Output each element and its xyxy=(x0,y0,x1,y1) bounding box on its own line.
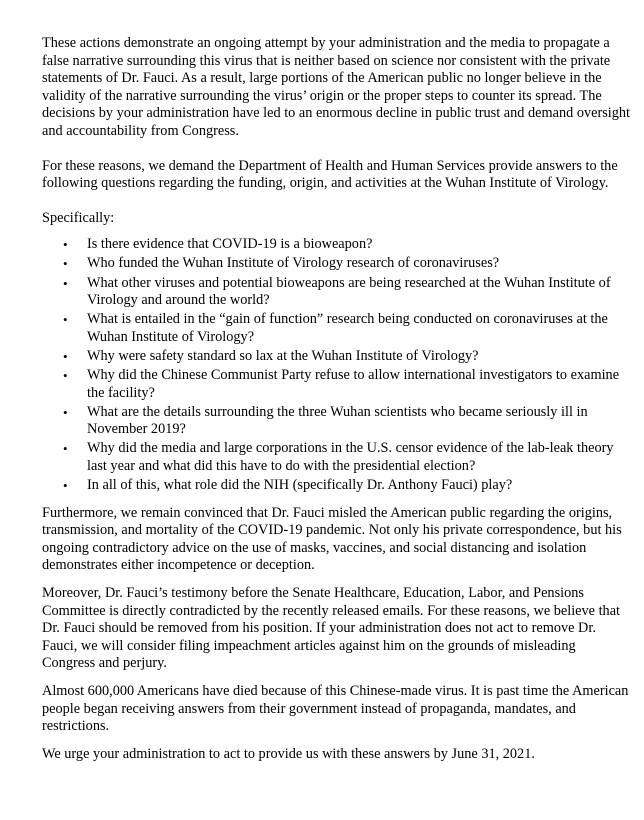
question-item xyxy=(63,367,632,402)
paragraph-deaths: Almost 600,000 Americans have died because of this Chinese-made virus. It is past time the American people began receiving answers from their government instead of propaganda, mandates, and restrictions. xyxy=(42,683,629,735)
question-item xyxy=(63,236,632,254)
paragraph-furthermore: Furthermore, we remain convinced that Dr. Fauci misled the American public regarding the origins, transmission, and mortality of the COVID-19 pandemic. Not only his private correspondence, but his ongoing contradictory advice on the use of masks, vaccines, and social distancing and isolation demonstrates either incompetence or deception. xyxy=(42,504,622,574)
question-text: Is there evidence that COVID-19 is a bioweapon? xyxy=(87,236,373,253)
paragraph-actions: These actions demonstrate an ongoing attempt by your administration and the media to propagate a false narrative surrounding this virus that is neither based on science nor consistent with the private statements of Dr. Fauci. As a result, large portions of the American public no longer believe in the validity of the narrative surrounding the virus’ origin or the proper steps to counter its spread. The decisions by your administration have led to an enormous decline in public trust and demand oversight and accountability from Congress. xyxy=(42,35,631,139)
paragraph-urge: We urge your administration to act to provide us with these answers by June 31, 2021. xyxy=(42,745,535,762)
bullet-icon: • xyxy=(63,312,68,328)
bullet-icon: • xyxy=(63,256,68,272)
paragraph-demand: For these reasons, we demand the Department of Health and Human Services provide answers to the following questions regarding the funding, origin, and activities at the Wuhan Institute of Virology. xyxy=(42,157,618,192)
question-text: What is entailed in the “gain of function” research being conducted on coronaviruses at the Wuhan Institute of Virology? xyxy=(87,311,608,345)
question-text: Why were safety standard so lax at the Wuhan Institute of Virology? xyxy=(87,347,479,364)
paragraph-moreover: Moreover, Dr. Fauci’s testimony before the Senate Healthcare, Education, Labor, and Pensions Committee is directly contradicted by the recently released emails. For these reasons, we believe that Dr. Fauci should be removed from his position. If your administration does not act to remove Dr. Fauci, we will consider filing impeachment articles against him on the grounds of misleading Congress and perjury. xyxy=(42,585,621,672)
questions-list xyxy=(42,236,632,494)
bullet-icon: • xyxy=(63,348,68,364)
question-item xyxy=(63,255,632,273)
question-text: Who funded the Wuhan Institute of Virology research of coronaviruses? xyxy=(87,255,500,272)
question-item xyxy=(63,440,632,475)
question-item xyxy=(63,347,632,366)
question-text: What other viruses and potential bioweapons are being researched at the Wuhan Institute of Virology and around the world? xyxy=(87,274,611,309)
bullet-icon: • xyxy=(63,368,68,383)
question-item xyxy=(63,274,632,310)
question-item xyxy=(63,311,632,346)
question-text: In all of this, what role did the NIH (specifically Dr. Anthony Fauci) play? xyxy=(87,477,513,494)
question-text: What are the details surrounding the three Wuhan scientists who became seriously ill in November 2019? xyxy=(87,403,588,438)
bullet-icon: • xyxy=(63,441,68,457)
question-text: Why did the media and large corporations in the U.S. censor evidence of the lab-leak theory last year and what did this have to do with the presidential election? xyxy=(87,440,614,474)
question-text: Why did the Chinese Communist Party refuse to allow international investigators to examine the facility? xyxy=(87,367,620,401)
paragraph-specifically: Specifically: xyxy=(42,209,115,226)
question-item xyxy=(63,403,632,439)
letter-page xyxy=(42,35,632,763)
bullet-icon: • xyxy=(63,275,68,291)
bullet-icon: • xyxy=(63,237,68,253)
bullet-icon: • xyxy=(63,404,68,420)
bullet-icon: • xyxy=(63,478,68,494)
question-item xyxy=(63,477,632,495)
